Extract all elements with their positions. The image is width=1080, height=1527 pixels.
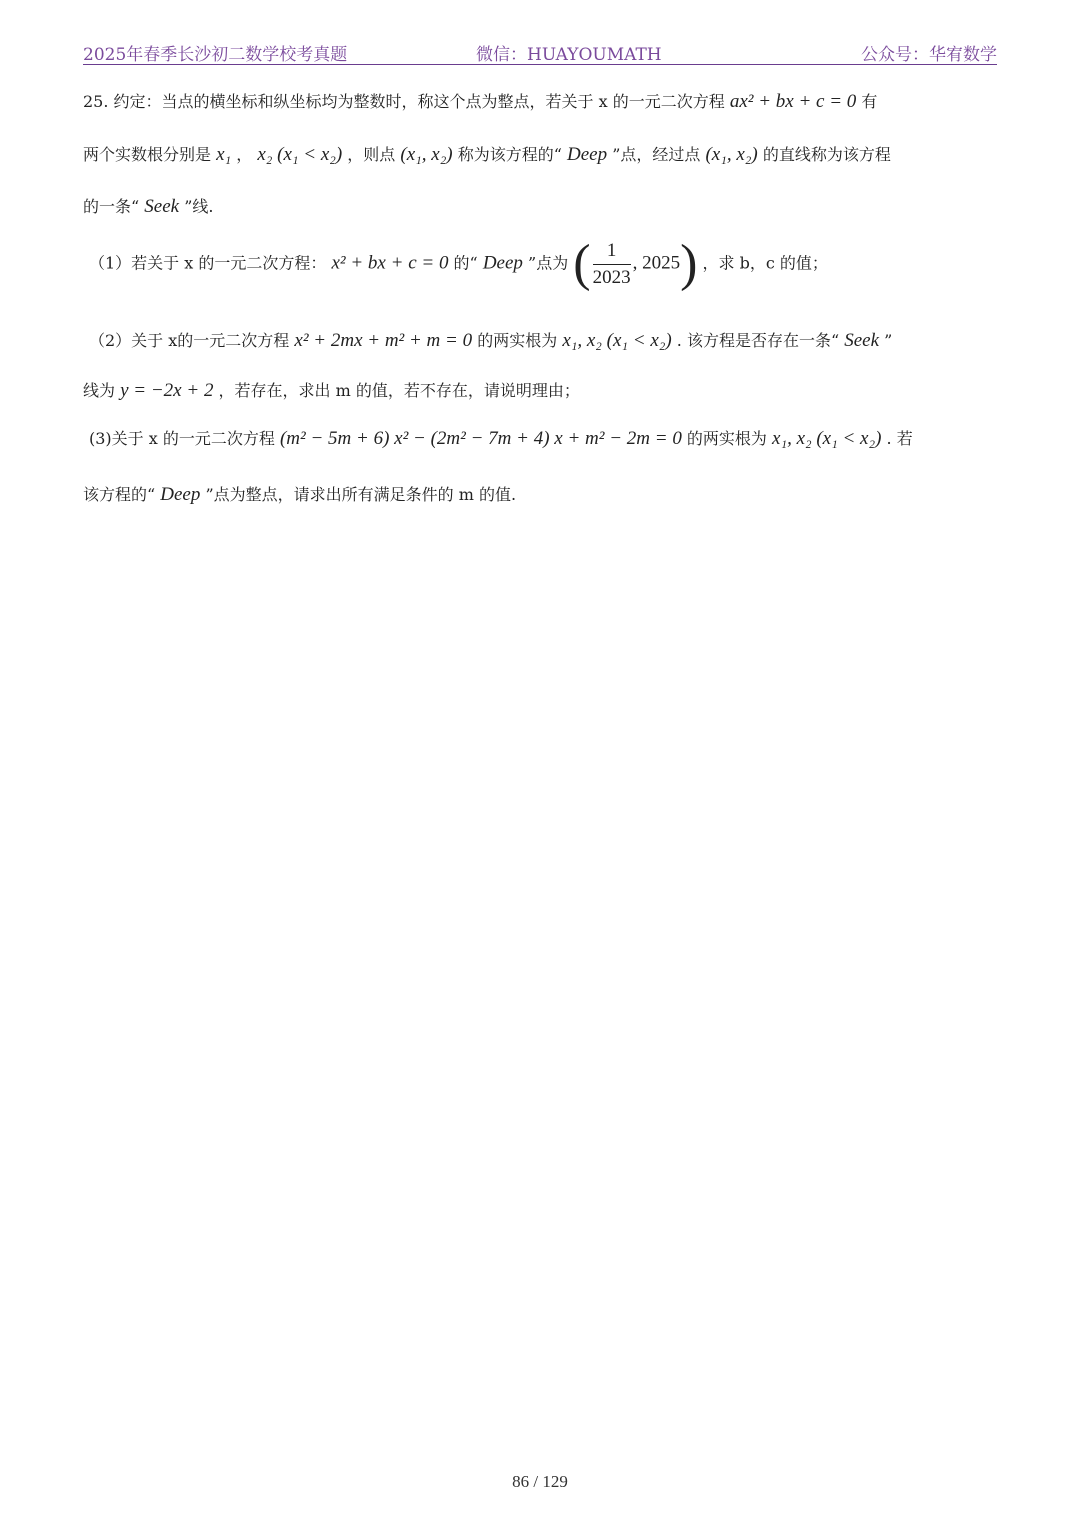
fraction-1-2023: $\frac{1}{2023}$ <box>592 239 631 288</box>
question-3-line-2: 该方程的“ Deep ”点为整点，请求出所有满足条件的 m 的值. <box>83 484 517 505</box>
intro-line-2: 两个实数根分别是 x₁ ， x₂ (x₁ < x₂) ，则点 (x₁, x₂) 称为该方程的“ Deep ”点，经过点 (x₁, x₂) 的直线称为该方程 <box>83 144 891 165</box>
question-2-line-2: 线为 y = −2x + 2 ，若存在，求出 m 的值，若不存在，请说明理由； <box>83 380 580 401</box>
term-seek: Seek <box>144 196 180 217</box>
header-wechat: 微信：HUAYOUMATH <box>476 45 662 65</box>
page-number: 86 / 129 <box>512 1472 568 1491</box>
page-header <box>83 36 997 65</box>
question-1: （1）若关于 x 的一元二次方程： x² + bx + c = 0 的“ Deep ”点为 ( $\frac{1}{2023}$ , 2025) ，求 b，c 的值； <box>89 235 828 292</box>
intro-line-1: 25. 约定：当点的横坐标和纵坐标均为整数时，称这个点为整点，若关于 x 的一元二次方程 ax² + bx + c = 0 有 <box>83 91 878 112</box>
question-3-line-1: (3)关于 x 的一元二次方程 (m² − 5m + 6) x² − (2m² − 7m + 4) x + m² − 2m = 0 的两实根为 x₁, x₂ (x₁ < x₂) . 若 <box>89 428 913 449</box>
equation-general: ax² + bx + c = 0 <box>729 91 857 112</box>
intro-line-3: 的一条“ Seek ”线. <box>83 196 214 217</box>
header-left-title: 2025年春季长沙初二数学校考真题 <box>83 45 348 65</box>
problem-number: 25. <box>83 92 109 111</box>
header-public-account: 公众号：华宥数学 <box>861 45 997 65</box>
term-deep: Deep <box>567 144 608 165</box>
question-2-line-1: （2）关于 x的一元二次方程 x² + 2mx + m² + m = 0 的两实根为 x₁, x₂ (x₁ < x₂) . 该方程是否存在一条“ Seek ” <box>89 330 893 351</box>
